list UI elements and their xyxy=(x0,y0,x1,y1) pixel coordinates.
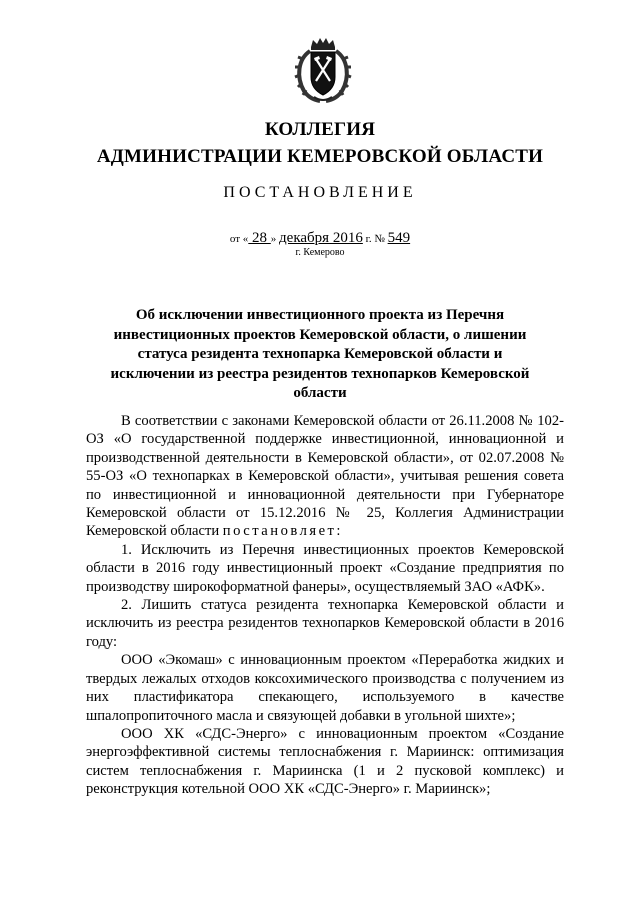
date-month-year: декабря 2016 xyxy=(279,230,363,246)
paragraph-ekomash: ООО «Экомаш» с инновационным проектом «Переработка жидких и твердых лежалых отходов коксохимического производства с получением из них пластификатора спекающего, используемого в качестве шпалопропиточного масла и связующей добавки в угольной шихте»; xyxy=(86,652,564,724)
paragraph-preamble xyxy=(86,412,564,541)
decree-word: постановляет: xyxy=(222,523,343,540)
org-name-line2: АДМИНИСТРАЦИИ КЕМЕРОВСКОЙ ОБЛАСТИ xyxy=(96,146,544,167)
date-quote-close: » xyxy=(270,233,280,245)
org-name-line1: КОЛЛЕГИЯ xyxy=(264,119,376,140)
date-year-suffix: г. № xyxy=(362,233,388,245)
city-label: г. Кемерово xyxy=(295,247,345,258)
paragraph-sds-energo: ООО ХК «СДС-Энерго» с инновационным проектом «Создание энергоэффективной системы теплоснабжения г. Мариинск: оптимизация систем теплоснабжения г. Мариинска (1 и 2 пусковой комплекс) и реконструкция котельной ООО ХК «СДС-Энерго» г. Мариинск»; xyxy=(86,725,564,798)
preamble-text: В соответствии с законами Кемеровской области от 26.11.2008 № 102-ОЗ «О государственной поддержке инвестиционной, инновационной и производственной деятельности в Кемеровской области», от 02.07.2008 № 55-ОЗ «О технопарках в Кемеровской области», учитывая решения совета по инвестиционной и инновационной деятельности при Губернаторе Кемеровской области от 15.12.2016 № 25, Коллегия Администрации Кемеровской области xyxy=(86,413,564,540)
document-number: 549 xyxy=(387,230,411,246)
paragraph-item-2: 2. Лишить статуса резидента технопарка Кемеровской области и исключить из реестра резидентов технопарков Кемеровской области в 2016 году: xyxy=(86,597,564,650)
paragraph-item-1: 1. Исключить из Перечня инвестиционных проектов Кемеровской области в 2016 году инвестиционный проект «Создание предприятия по производству широкоформатной фанеры», осуществляемый ЗАО «АФК». xyxy=(86,541,564,595)
date-line xyxy=(0,230,640,247)
date-prefix: от « xyxy=(229,233,249,245)
document-title: Об исключении инвестиционного проекта из Перечня инвестиционных проектов Кемеровской области, о лишении статуса резидента технопарка Кемеровской области и исключении из реестра резидентов технопарков Кемеровской области xyxy=(110,307,530,401)
coat-of-arms-emblem xyxy=(294,37,352,103)
document-body xyxy=(86,412,564,799)
document-type: ПОСТАНОВЛЕНИЕ xyxy=(223,184,417,201)
date-day: 28 xyxy=(248,230,271,246)
